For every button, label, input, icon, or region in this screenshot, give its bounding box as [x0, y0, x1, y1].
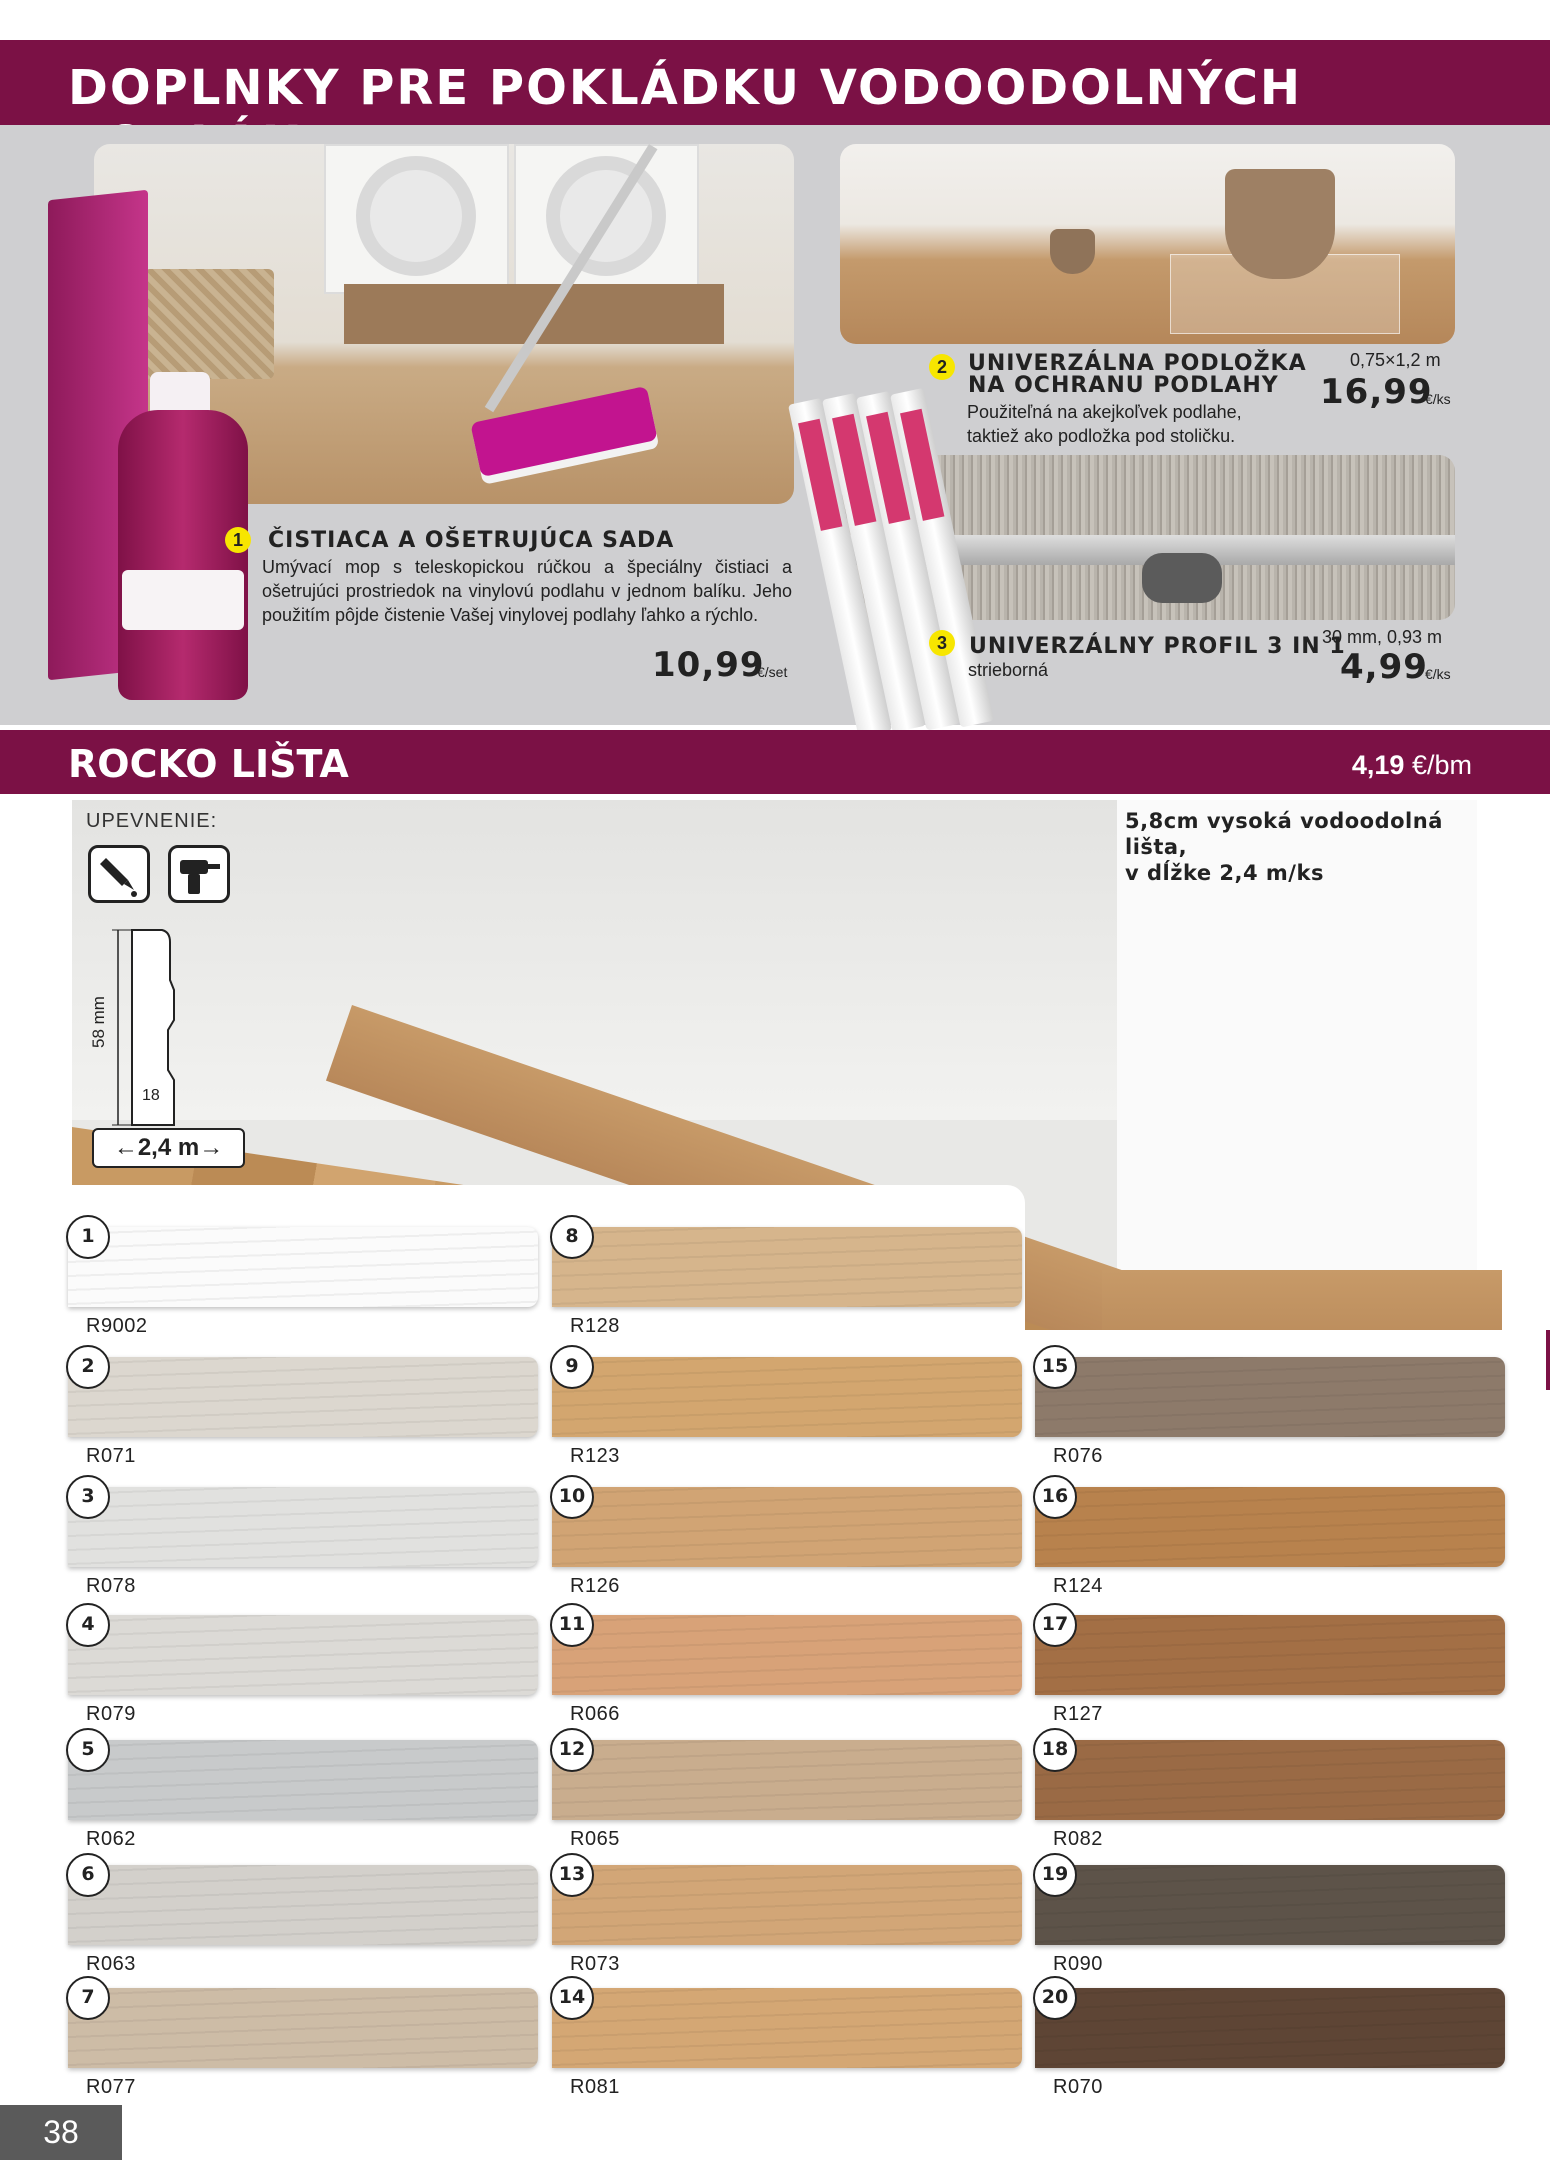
basket-image: [144, 269, 274, 379]
swatch-code: R065: [570, 1828, 620, 1850]
profile-dimension-drawing: [89, 920, 262, 1150]
arrow-right-icon: →: [199, 1134, 224, 1161]
drill-icon: [168, 845, 230, 903]
rocko-price-unit: €/bm: [1411, 750, 1472, 780]
price-unit: €/set: [757, 664, 788, 680]
color-swatch: [1035, 1475, 1520, 1597]
swatch-number-badge: 6: [66, 1853, 110, 1897]
color-swatch: [1035, 1853, 1520, 1975]
swatch-number-badge: 17: [1033, 1603, 1077, 1647]
swatch-color-sample: [552, 1615, 1022, 1695]
page-title: DOPLNKY PRE POKLÁDKU VODOODOLNÝCH: [68, 60, 1303, 116]
swatch-number-badge: 8: [550, 1215, 594, 1259]
color-swatch: [68, 1475, 553, 1597]
swatch-color-sample: [68, 1227, 538, 1307]
product-description: Použiteľná na akejkoľvek podlahe,: [967, 402, 1242, 422]
color-swatch: [1035, 1345, 1520, 1467]
rocko-price: [1352, 750, 1472, 781]
glue-icon: [88, 845, 150, 903]
plant-pot-image: [1225, 169, 1335, 279]
color-swatch: [68, 1215, 553, 1337]
swatch-color-sample: [552, 1865, 1022, 1945]
profile-clip-image: [1142, 553, 1222, 603]
price-unit: €/ks: [1425, 666, 1451, 682]
product-spec: 30 mm, 0,93 m: [1322, 627, 1443, 647]
product-title: NA OCHRANU PODLAHY: [968, 373, 1279, 398]
swatch-code: R066: [570, 1703, 620, 1725]
swatch-number-badge: 7: [66, 1976, 110, 2020]
swatch-number-badge: 18: [1033, 1728, 1077, 1772]
swatch-code: R090: [1053, 1953, 1103, 1975]
swatch-code: R077: [86, 2076, 136, 2098]
swatch-color-sample: [68, 1357, 538, 1437]
swatch-code: R073: [570, 1953, 620, 1975]
rocko-description-line: 5,8cm vysoká vodoodolná lišta,: [1125, 809, 1443, 859]
swatch-number-badge: 2: [66, 1345, 110, 1389]
bottle-label-image: [122, 570, 244, 630]
swatch-color-sample: [1035, 1357, 1505, 1437]
swatch-code: R076: [1053, 1445, 1103, 1467]
color-swatch: [68, 1853, 553, 1975]
swatch-color-sample: [68, 1740, 538, 1820]
color-swatch: [68, 1728, 553, 1850]
product-price: 4,99: [1340, 647, 1428, 687]
color-swatch: [552, 1976, 1037, 2098]
swatch-number-badge: 4: [66, 1603, 110, 1647]
color-swatch: [1035, 1976, 1520, 2098]
page-number: 38: [0, 2105, 122, 2160]
color-swatch: [552, 1345, 1037, 1467]
cleaner-bottle-image: [118, 410, 248, 700]
product-description: taktiež ako podložka pod stoličku.: [967, 426, 1236, 446]
swatch-number-badge: 13: [550, 1853, 594, 1897]
arrow-left-icon: ←: [113, 1134, 138, 1161]
length-value: 2,4 m: [137, 1134, 200, 1161]
swatch-color-sample: [552, 1487, 1022, 1567]
swatch-color-sample: [1035, 1988, 1505, 2068]
swatch-code: R078: [86, 1575, 136, 1597]
product-spec: 0,75×1,2 m: [1350, 350, 1441, 370]
product-number-badge: 1: [225, 527, 251, 553]
swatch-code: R123: [570, 1445, 620, 1467]
swatch-number-badge: 12: [550, 1728, 594, 1772]
swatch-number-badge: 9: [550, 1345, 594, 1389]
color-swatch: [552, 1728, 1037, 1850]
swatch-color-sample: [1035, 1865, 1505, 1945]
swatch-number-badge: 10: [550, 1475, 594, 1519]
swatch-code: R082: [1053, 1828, 1103, 1850]
product-description: strieborná: [968, 660, 1049, 680]
product-description: Umývací mop s teleskopickou rúčkou a špeciálny čistiaci a ošetrujúci prostriedok na vinylovú podlahu v jednom balíku. Jeho použitím pôjde čistenie Vašej vinylovej podlahy ľahko a rýchlo.: [262, 557, 792, 625]
swatch-code: R079: [86, 1703, 136, 1725]
swatch-number-badge: 5: [66, 1728, 110, 1772]
swatch-color-sample: [552, 1227, 1022, 1307]
rocko-description: [1125, 808, 1465, 886]
rocko-price-value: 4,19: [1351, 750, 1405, 780]
swatch-code: R071: [86, 1445, 136, 1467]
swatch-code: R126: [570, 1575, 620, 1597]
swatch-code: R070: [1053, 2076, 1103, 2098]
swatch-color-sample: [1035, 1487, 1505, 1567]
swatch-color-sample: [68, 1865, 538, 1945]
swatch-number-badge: 16: [1033, 1475, 1077, 1519]
color-swatch: [552, 1603, 1037, 1725]
swatch-color-sample: [68, 1988, 538, 2068]
color-swatch: [552, 1853, 1037, 1975]
color-swatch: [1035, 1728, 1520, 1850]
floor-mat-photo: [840, 144, 1455, 344]
mounting-label: UPEVNENIE:: [86, 810, 218, 832]
swatch-code: R127: [1053, 1703, 1103, 1725]
swatch-number-badge: 15: [1033, 1345, 1077, 1389]
swatch-number-badge: 14: [550, 1976, 594, 2020]
width-dimension-label: 18: [142, 1087, 160, 1104]
swatch-color-sample: [1035, 1740, 1505, 1820]
swatch-code: R062: [86, 1828, 136, 1850]
swatch-color-sample: [68, 1615, 538, 1695]
swatch-color-sample: [552, 1988, 1022, 2068]
header-band: [0, 40, 1550, 125]
swatch-code: R081: [570, 2076, 620, 2098]
color-swatch: [68, 1976, 553, 2098]
swatch-code: R9002: [86, 1315, 148, 1337]
swatch-color-sample: [552, 1740, 1022, 1820]
swatch-color-sample: [1035, 1615, 1505, 1695]
washing-machine-image: [324, 144, 509, 294]
swatch-number-badge: 3: [66, 1475, 110, 1519]
swatch-color-sample: [552, 1357, 1022, 1437]
product-title: UNIVERZÁLNA PODLOŽKA: [968, 351, 1307, 376]
swatch-code: R128: [570, 1315, 620, 1337]
section-title: ROCKO LIŠTA: [68, 742, 349, 786]
swatch-code: R063: [86, 1953, 136, 1975]
swatch-number-badge: 1: [66, 1215, 110, 1259]
product-price: 16,99: [1320, 372, 1433, 412]
rocko-header-band: [0, 730, 1550, 794]
swatch-number-badge: 20: [1033, 1976, 1077, 2020]
product-title: UNIVERZÁLNY PROFIL 3 IN 1: [969, 634, 1346, 659]
product-title: ČISTIACA A OŠETRUJÚCA SADA: [268, 528, 675, 553]
length-indicator: [92, 1128, 245, 1168]
color-swatch: [68, 1603, 553, 1725]
color-swatch: [552, 1215, 1037, 1337]
page-edge-mark: [1546, 1330, 1550, 1390]
swatch-code: R124: [1053, 1575, 1103, 1597]
product-price: 10,99: [652, 645, 765, 685]
swatch-number-badge: 19: [1033, 1853, 1077, 1897]
small-pot-image: [1050, 229, 1095, 274]
swatch-number-badge: 11: [550, 1603, 594, 1647]
color-swatch: [1035, 1603, 1520, 1725]
product-number-badge: 3: [929, 630, 955, 656]
rocko-description-line: v dĺžke 2,4 m/ks: [1125, 861, 1324, 885]
product-number-badge: 2: [929, 354, 955, 380]
price-unit: €/ks: [1425, 391, 1451, 407]
color-swatch: [68, 1345, 553, 1467]
height-dimension-label: 58 mm: [89, 996, 108, 1048]
swatch-color-sample: [68, 1487, 538, 1567]
color-swatch: [552, 1475, 1037, 1597]
